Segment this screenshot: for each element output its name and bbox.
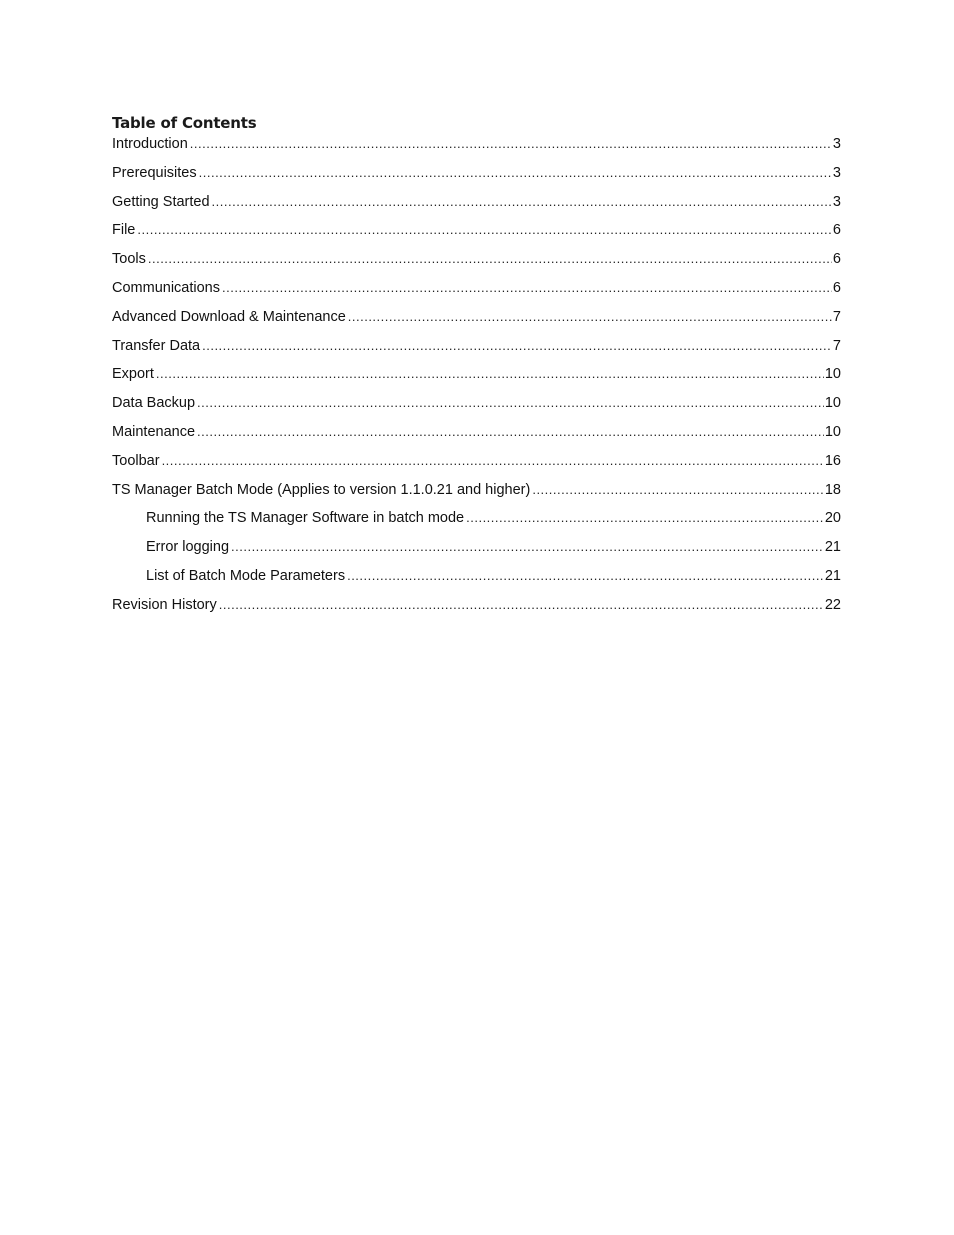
toc-entry-page-number: 10 bbox=[824, 366, 841, 383]
toc-entry[interactable] bbox=[112, 422, 841, 451]
toc-entry-page-number: 10 bbox=[824, 423, 841, 440]
toc-entry-page-number: 6 bbox=[832, 222, 841, 239]
toc-entry-page-number: 7 bbox=[832, 308, 841, 325]
toc-entry-page-number: 22 bbox=[824, 596, 841, 613]
dot-leader bbox=[222, 278, 832, 298]
toc-entry-page-number: 10 bbox=[824, 395, 841, 412]
toc-entry[interactable] bbox=[112, 393, 841, 422]
toc-entry-page-number: 3 bbox=[832, 136, 841, 152]
toc-entry[interactable] bbox=[112, 278, 841, 307]
toc-entry-page-number: 20 bbox=[824, 510, 841, 527]
toc-entry-title: List of Batch Mode Parameters bbox=[146, 567, 346, 584]
toc-entry-page-number: 21 bbox=[824, 567, 841, 584]
toc-entry-title: Getting Started bbox=[112, 193, 210, 210]
dot-leader bbox=[347, 566, 824, 586]
dot-leader bbox=[202, 336, 832, 356]
toc-entry-title: Data Backup bbox=[112, 395, 196, 412]
toc-entry-title: File bbox=[112, 222, 136, 239]
toc-entry[interactable] bbox=[112, 480, 841, 509]
toc-entry-page-number: 16 bbox=[824, 452, 841, 469]
toc-entry-title: Advanced Download & Maintenance bbox=[112, 308, 346, 325]
toc-entry-page-number: 18 bbox=[824, 481, 841, 498]
toc-entry-page-number: 21 bbox=[824, 539, 841, 556]
toc-entry-title: Error logging bbox=[146, 539, 230, 556]
dot-leader bbox=[148, 249, 832, 269]
toc-entry-title: Transfer Data bbox=[112, 337, 201, 354]
toc-entry-title: Toolbar bbox=[112, 452, 160, 469]
toc-entry-title: Export bbox=[112, 366, 154, 383]
toc-entry[interactable] bbox=[112, 134, 841, 163]
table-of-contents bbox=[112, 112, 841, 624]
dot-leader bbox=[348, 307, 832, 327]
toc-entry-title: Running the TS Manager Software in batch mode bbox=[146, 510, 465, 527]
toc-entry-page-number: 6 bbox=[832, 251, 841, 268]
toc-entry-title: Revision History bbox=[112, 596, 217, 613]
dot-leader bbox=[532, 480, 824, 500]
toc-entry-title: Tools bbox=[112, 251, 146, 268]
toc-entry-page-number: 3 bbox=[832, 193, 841, 210]
toc-entry-title: Maintenance bbox=[112, 423, 196, 440]
toc-entry[interactable] bbox=[112, 364, 841, 393]
toc-entry-page-number: 6 bbox=[832, 279, 841, 296]
toc-entry[interactable] bbox=[112, 595, 841, 624]
toc-entry[interactable] bbox=[112, 220, 841, 249]
toc-entry-page-number: 7 bbox=[832, 337, 841, 354]
toc-entry[interactable] bbox=[112, 566, 841, 595]
toc-entry[interactable] bbox=[112, 451, 841, 480]
toc-entry-title: Introduction bbox=[112, 136, 188, 152]
toc-entry-page-number: 3 bbox=[832, 164, 841, 181]
toc-entry[interactable] bbox=[112, 307, 841, 336]
dot-leader bbox=[197, 422, 824, 442]
dot-leader bbox=[190, 134, 832, 154]
toc-list bbox=[112, 134, 841, 624]
toc-entry[interactable] bbox=[112, 249, 841, 278]
toc-entry-title: Communications bbox=[112, 279, 220, 296]
toc-entry[interactable] bbox=[112, 537, 841, 566]
toc-entry-title: Prerequisites bbox=[112, 164, 197, 181]
toc-entry[interactable] bbox=[112, 508, 841, 537]
toc-entry-title: TS Manager Batch Mode (Applies to version 1.1.0.21 and higher) bbox=[112, 481, 531, 498]
dot-leader bbox=[212, 192, 832, 212]
toc-heading: Table of Contents bbox=[112, 114, 257, 132]
dot-leader bbox=[466, 508, 824, 528]
toc-entry[interactable] bbox=[112, 192, 841, 221]
dot-leader bbox=[197, 393, 824, 413]
dot-leader bbox=[162, 451, 824, 471]
dot-leader bbox=[219, 595, 824, 615]
dot-leader bbox=[137, 220, 832, 240]
toc-entry[interactable] bbox=[112, 163, 841, 192]
dot-leader bbox=[156, 364, 824, 384]
dot-leader bbox=[199, 163, 832, 183]
dot-leader bbox=[231, 537, 824, 557]
toc-entry[interactable] bbox=[112, 336, 841, 365]
